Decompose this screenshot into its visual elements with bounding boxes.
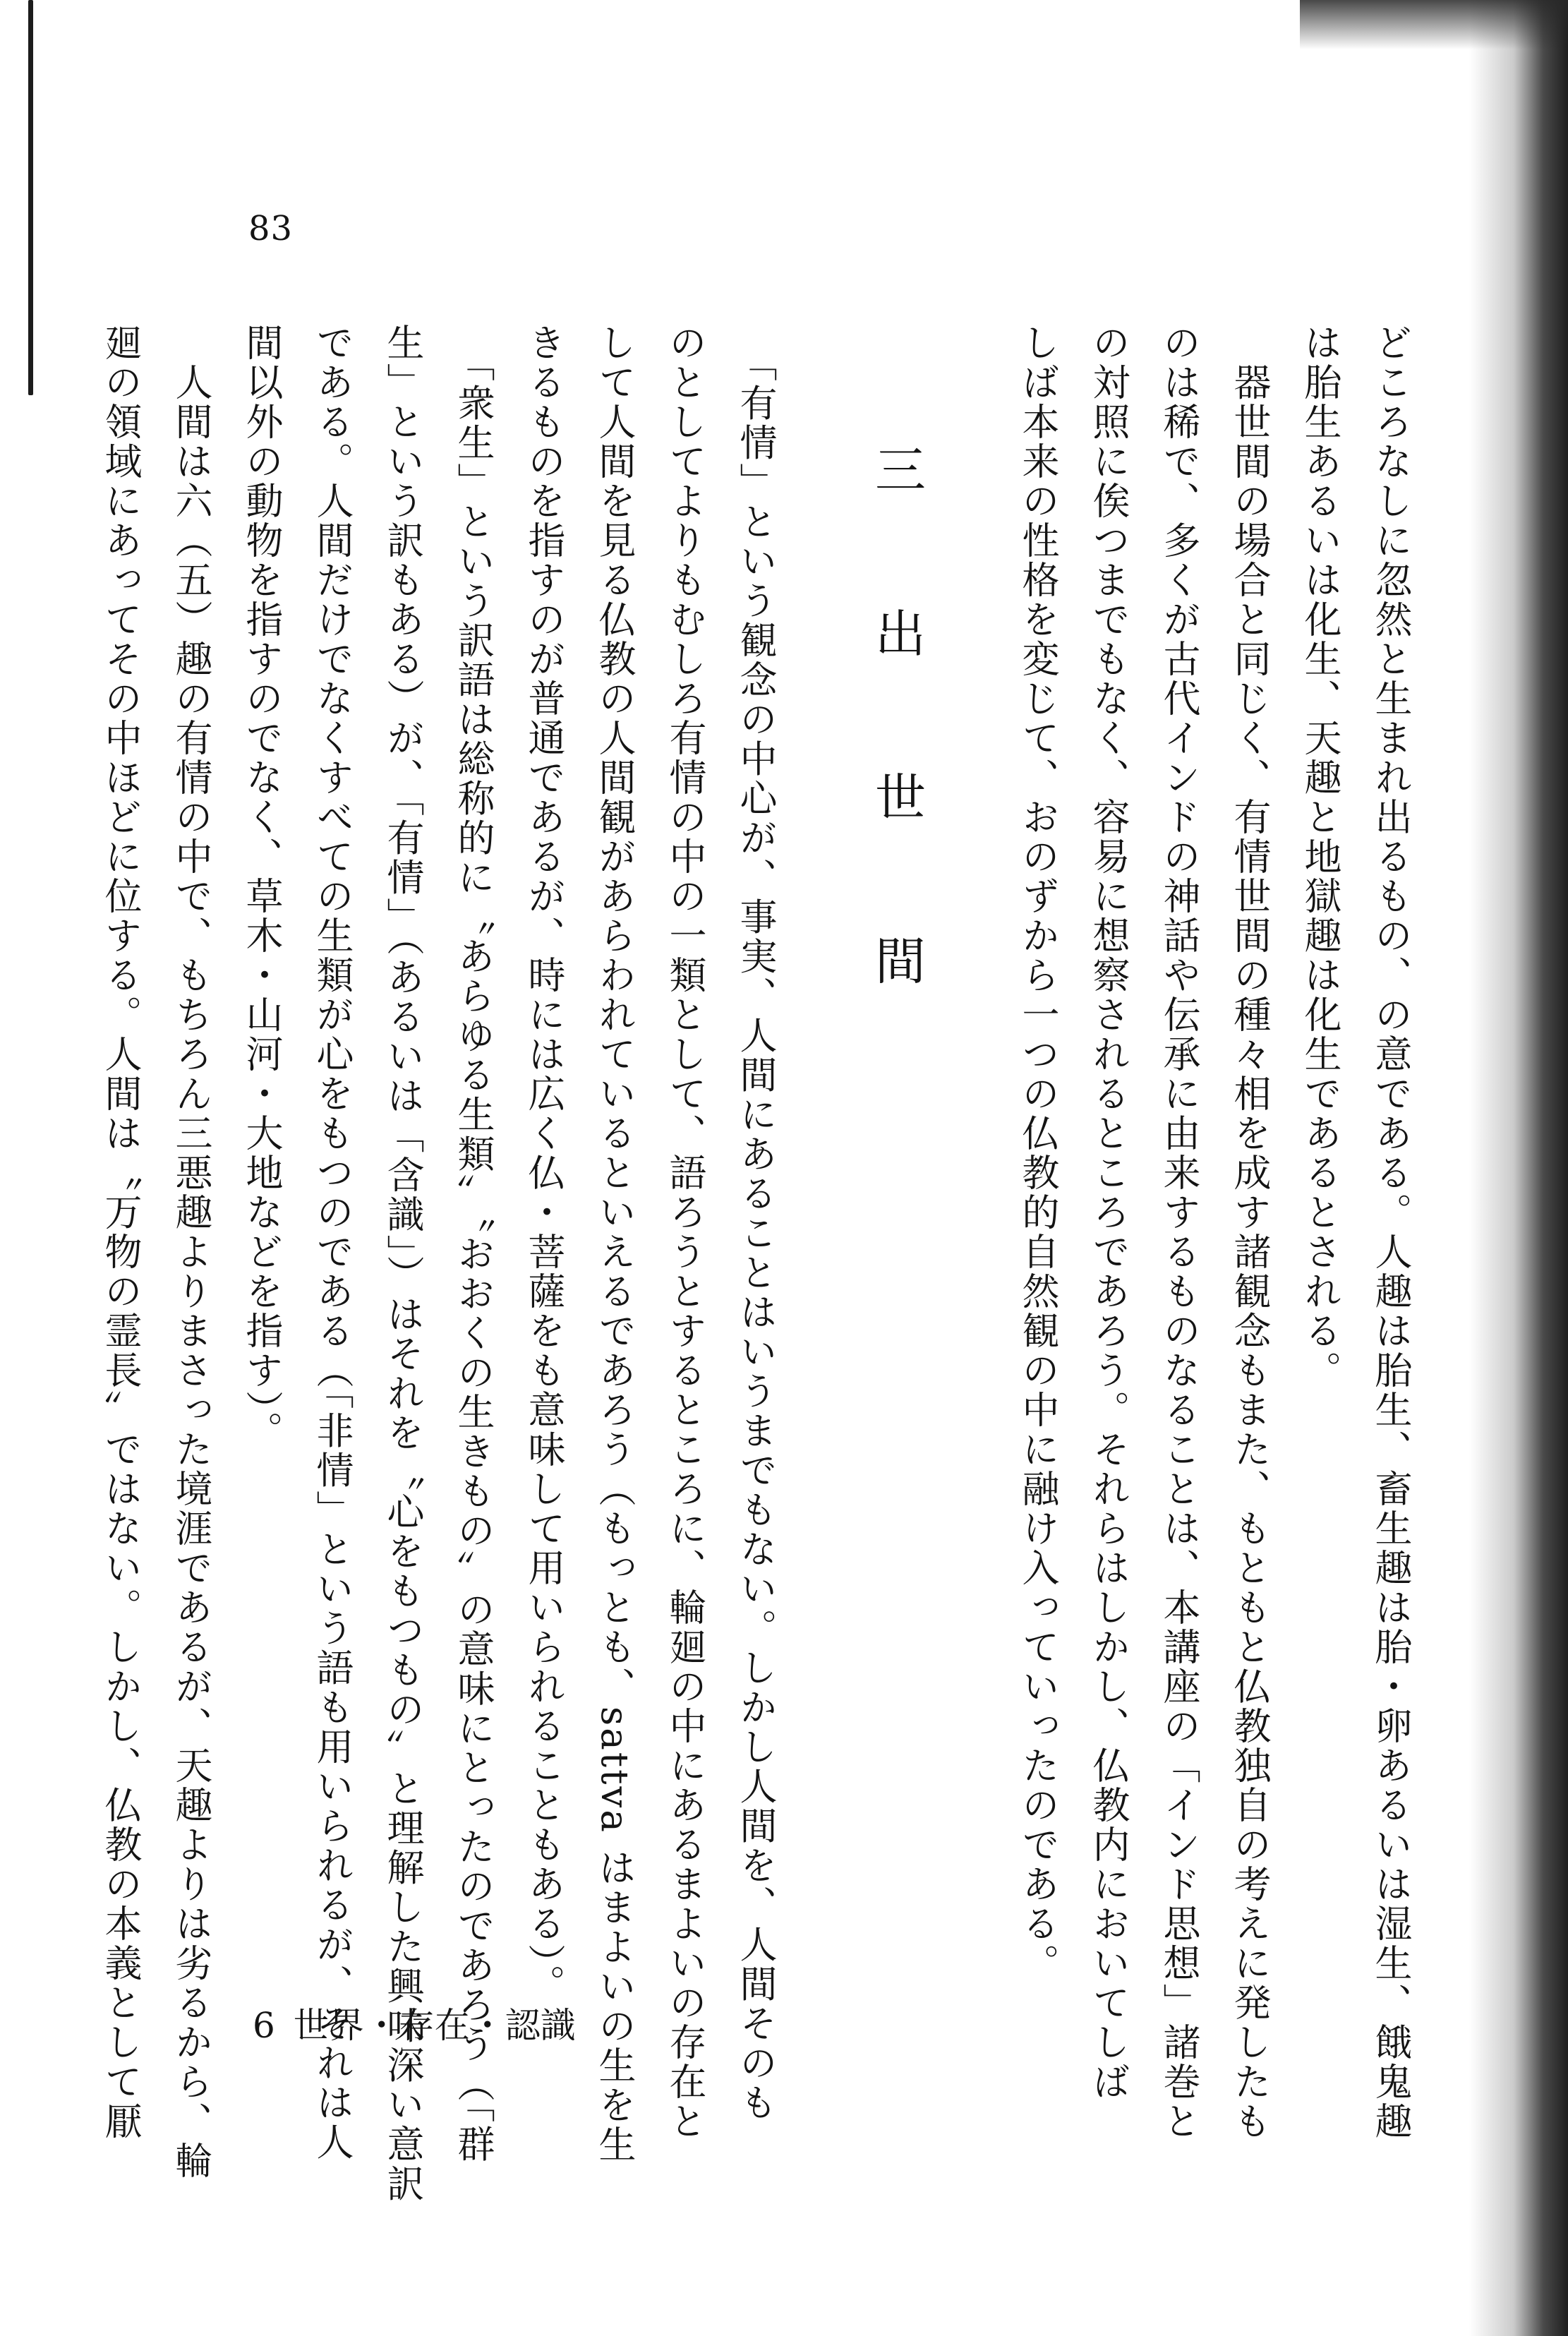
scan-top-shadow [1300, 0, 1568, 49]
text-line: 間以外の動物を指すのでなく、草木・山河・大地などを指す）。 [240, 323, 283, 1451]
text-line: 「衆生」という訳語は総称的に〝あらゆる生類〟〝おおくの生きもの〟の意味にとったのであろう（「群 [452, 323, 495, 2165]
text-line: 廻の領域にあってその中ほどに位する。人間は〝万物の霊長〟ではない。しかし、仏教の本義として厭 [99, 323, 142, 2141]
text-line: 生」という訳もある）が、「有情」（あるいは「含識」）はそれを〝心をもつもの〟と理解した興味深い意訳 [381, 323, 424, 2204]
text-line: しば本来の性格を変じて、おのずから一つの仏教的自然観の中に融け入っていったのである。 [1016, 323, 1059, 1983]
text-line: である。人間だけでなくすべての生類が心をもつのである（「非情」という語も用いられるが、それは人 [310, 323, 354, 2162]
section-gap [931, 323, 1002, 1968]
chapter-title: 世界・存在・認識 [293, 2005, 576, 2046]
text-line: きるものを指すのが普通であるが、時には広く仏・菩薩をも意味して用いられることもある）。 [522, 323, 565, 2004]
text-line: 「有情」という観念の中心が、事実、人間にあることはいうまでもない。しかし人間を、人間そのも [734, 323, 777, 2123]
text-line: して人間を見る仏教の人間観があらわれているといえるであろう（もっとも、sattva はまよいの生を生 [593, 323, 636, 2165]
text-line: は胎生あるいは化生、天趣と地獄趣は化生であるとされる。 [1298, 323, 1341, 1390]
scan-right-shadow [1469, 0, 1568, 2336]
section-gap [790, 323, 861, 1968]
text-line: のは稀で、多くが古代インドの神話や伝承に由来するものなることは、本講座の「インド思想」諸巻と [1157, 323, 1200, 2141]
page-number: 83 [248, 209, 294, 248]
text-line: 人間は六（五）趣の有情の中で、もちろん三悪趣よりまさった境涯であるが、天趣よりは劣るから、輪 [169, 323, 212, 2181]
section-title: 三 出 世 間 [867, 443, 926, 1016]
text-line: 器世間の場合と同じく、有情世間の種々相を成す諸観念もまた、もともと仏教独自の考えに発したも [1228, 323, 1271, 2141]
text-line: の対照に俟つまでもなく、容易に想察されるところであろう。それらはしかし、仏教内においてしば [1087, 323, 1130, 2102]
scan-left-edge [28, 0, 33, 395]
text-line: のとしてよりもむしろ有情の中の一類として、語ろうとするところに、輪廻の中にあるまよいの存在と [663, 323, 706, 2141]
running-footer [253, 1997, 576, 2048]
chapter-number: 6 [253, 2005, 275, 2046]
text-line: どころなしに忽然と生まれ出るもの、の意である。人趣は胎生、畜生趣は胎・卵あるいは湿生、餓鬼趣 [1369, 323, 1412, 2141]
